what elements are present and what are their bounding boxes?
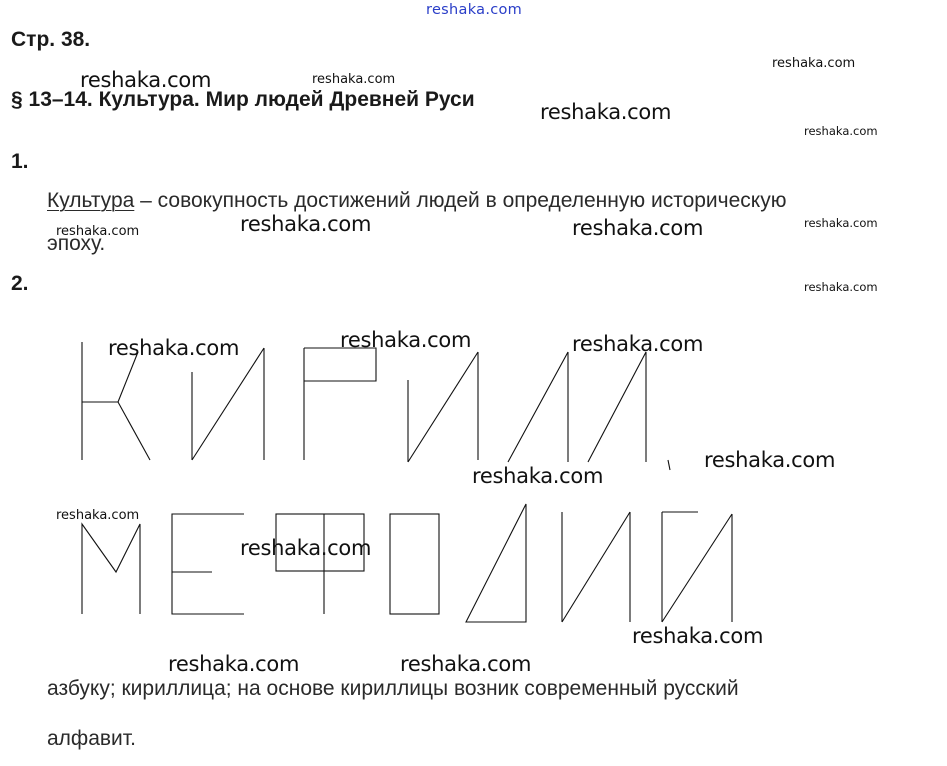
item-number-2: 2. [11, 272, 29, 295]
drawn-letter-o [390, 514, 439, 614]
watermark: reshaka.com [572, 332, 704, 356]
watermark: reshaka.com [632, 624, 764, 648]
watermark: reshaka.com [108, 336, 240, 360]
watermark: reshaka.com [804, 216, 878, 230]
watermark: reshaka.com [540, 100, 672, 124]
drawn-letter-l-2 [588, 352, 646, 462]
drawn-letter-e [172, 514, 244, 614]
page-heading: Стр. 38. [11, 28, 91, 51]
drawn-letter-i-1 [192, 348, 264, 460]
watermark: reshaka.com [704, 448, 836, 472]
watermark: reshaka.com [240, 536, 372, 560]
drawn-letter-r [304, 348, 376, 460]
drawn-letter-l-1 [508, 352, 568, 462]
drawn-letter-i-4 [662, 512, 732, 622]
watermark: reshaka.com [804, 280, 878, 294]
watermark: reshaka.com [400, 652, 532, 676]
drawn-letter-d [466, 504, 526, 622]
item-number-1: 1. [11, 150, 29, 173]
answer-line-2: алфавит. [47, 727, 136, 750]
watermark: reshaka.com [472, 464, 604, 488]
drawn-letter-f [276, 514, 364, 614]
watermark: reshaka.com [56, 508, 140, 523]
watermark: reshaka.com [168, 652, 300, 676]
section-title: § 13–14. Культура. Мир людей Древней Руси [11, 88, 475, 111]
watermark: reshaka.com [312, 72, 396, 87]
drawn-letter-i-2 [408, 352, 478, 462]
definition-line-2: эпоху. [47, 232, 106, 255]
stray-mark [668, 460, 670, 470]
answer-line-1: азбуку; кириллица; на основе кириллицы возник современный русский [47, 677, 739, 700]
watermark: reshaka.com [772, 56, 856, 71]
drawn-letter-i-3 [562, 512, 630, 622]
watermark: reshaka.com [56, 224, 140, 239]
drawn-letter-m [82, 524, 140, 614]
watermark: reshaka.com [572, 216, 704, 240]
watermark: reshaka.com [426, 2, 523, 18]
drawn-word-mefodiy [82, 504, 732, 622]
term-culture: Культура [47, 189, 135, 212]
watermark: reshaka.com [340, 328, 472, 352]
watermark: reshaka.com [804, 124, 878, 138]
watermark: reshaka.com [240, 212, 372, 236]
watermark: reshaka.com [80, 68, 212, 92]
drawn-word-kirill [82, 342, 670, 470]
definition-text: – совокупность достижений людей в определенную историческую [134, 189, 787, 212]
